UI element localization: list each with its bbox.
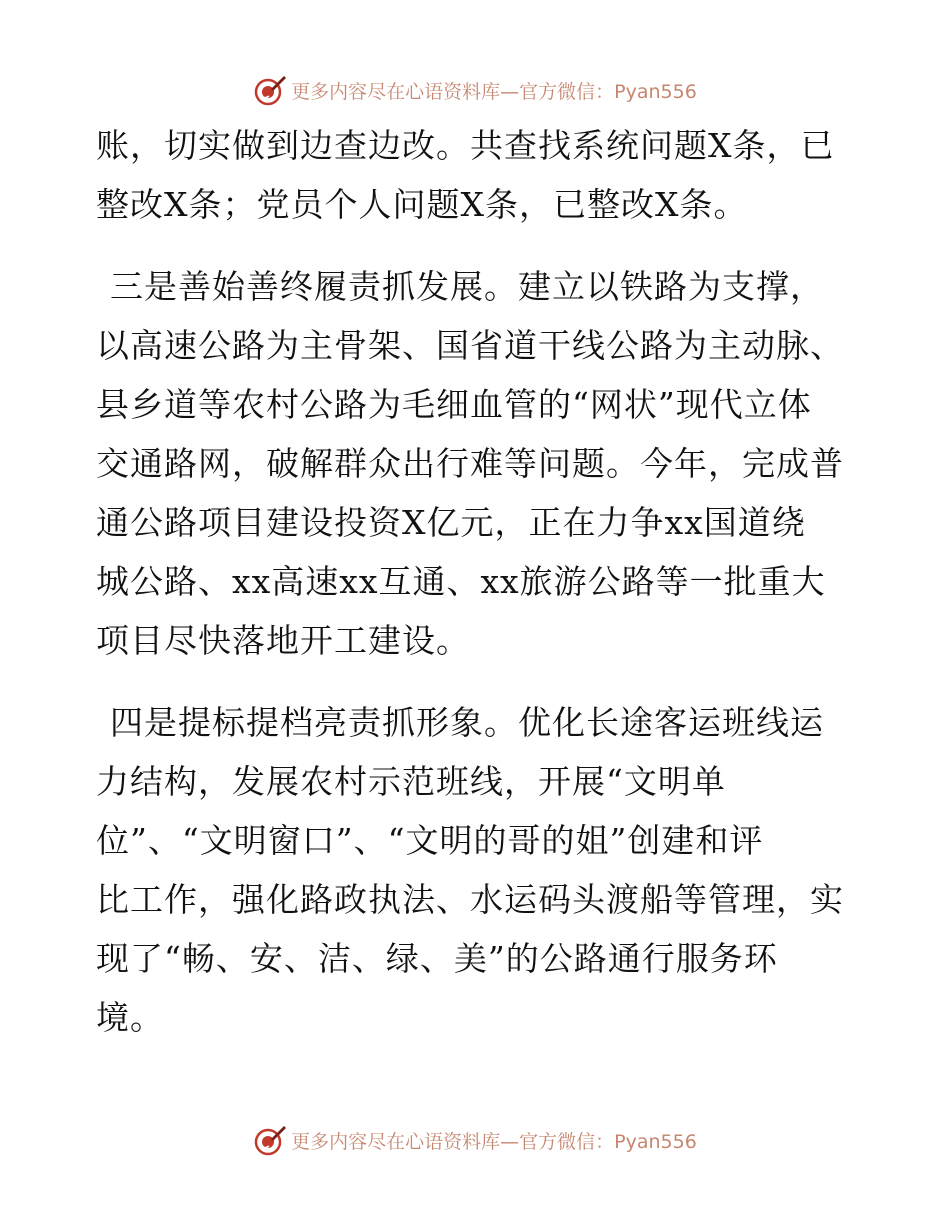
paragraph (96, 257, 856, 670)
text-line: 整改X条；党员个人问题X条，已整改X条。 (96, 185, 748, 224)
text-line: 城公路、xx高速xx互通、xx旅游公路等一批重大 (96, 562, 826, 601)
text-line: 通公路项目建设投资X亿元，正在力争xx国道绕 (96, 503, 806, 542)
paragraph (96, 116, 856, 234)
text-line: 力结构，发展农村示范班线，开展“文明单 (96, 762, 726, 801)
paragraph (96, 693, 856, 1047)
document-body (96, 116, 856, 1047)
text-line: 境。 (96, 998, 164, 1037)
text-line: 现了“畅、安、洁、绿、美”的公路通行服务环 (96, 939, 778, 978)
header-watermark (0, 70, 950, 110)
text-line: 三是善始善终履责抓发展。建立以铁路为支撑， (110, 267, 824, 306)
text-line: 交通路网，破解群众出行难等问题。今年，完成普 (96, 444, 844, 483)
text-line: 四是提标提档亮责抓形象。优化长途客运班线运 (110, 703, 824, 742)
watermark-text: 更多内容尽在心语资料库—官方微信：Pyan556 (291, 80, 697, 103)
quill-logo-icon (253, 73, 287, 107)
text-line: 账，切实做到边查边改。共查找系统问题X条，已 (96, 126, 835, 165)
quill-logo-icon (253, 1123, 287, 1157)
text-line: 位”、“文明窗口”、“文明的哥的姐”创建和评 (96, 821, 764, 860)
watermark-text: 更多内容尽在心语资料库—官方微信：Pyan556 (291, 1130, 697, 1153)
text-line: 县乡道等农村公路为毛细血管的“网状”现代立体 (96, 385, 812, 424)
text-line: 比工作，强化路政执法、水运码头渡船等管理，实 (96, 880, 844, 919)
text-line: 以高速公路为主骨架、国省道干线公路为主动脉、 (96, 326, 844, 365)
text-line: 项目尽快落地开工建设。 (96, 621, 470, 660)
footer-watermark (0, 1120, 950, 1160)
